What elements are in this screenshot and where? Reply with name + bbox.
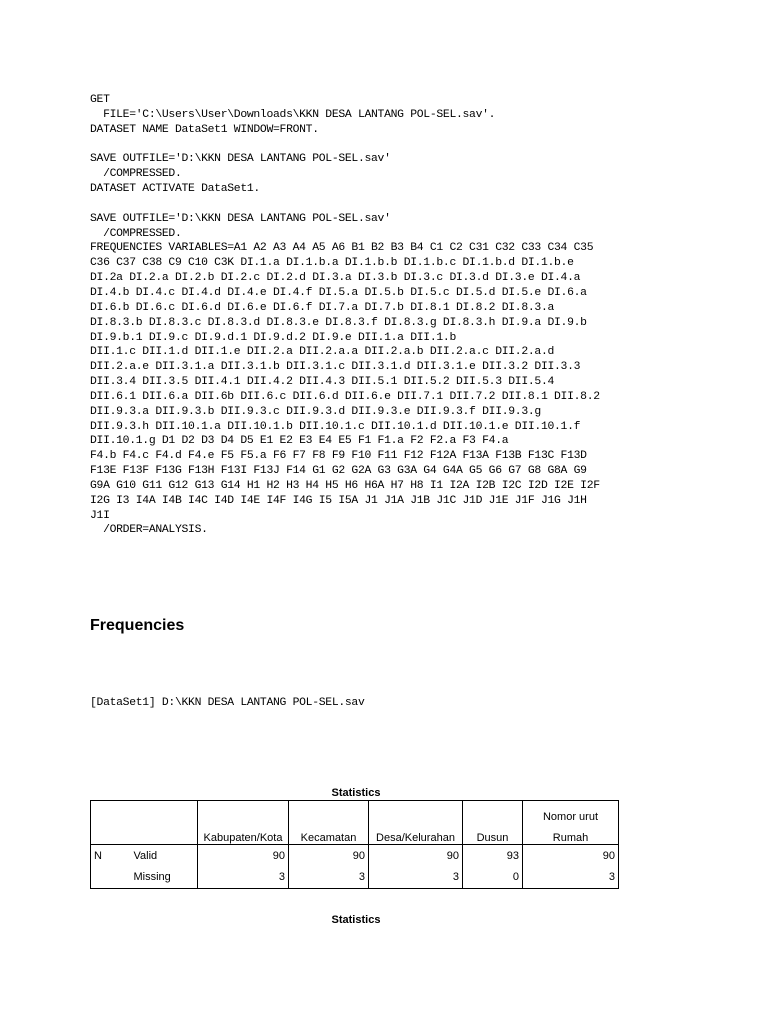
syntax-line: /COMPRESSED.	[90, 168, 182, 181]
syntax-block	[90, 93, 760, 138]
syntax-line: DII.2.a.e DII.3.1.a DII.3.1.b DII.3.1.c DII.3.1.d DII.3.1.e DII.3.2 DII.3.3	[90, 361, 581, 374]
table-cell: 93	[463, 845, 523, 867]
table-cell: 3	[289, 867, 369, 889]
syntax-line: DATASET ACTIVATE DataSet1.	[90, 183, 260, 196]
syntax-line: DII.9.3.a DII.9.3.b DII.9.3.c DII.9.3.d DII.9.3.e DII.9.3.f DII.9.3.g	[90, 405, 541, 418]
table-cell: 3	[369, 867, 463, 889]
col-header-nomor-urut: Nomor urut	[523, 801, 619, 823]
dataset-line: [DataSet1] D:\KKN DESA LANTANG POL-SEL.sav	[90, 697, 365, 709]
syntax-line: DATASET NAME DataSet1 WINDOW=FRONT.	[90, 123, 319, 136]
syntax-line: F13E F13F F13G F13H F13I F13J F14 G1 G2 G2A G3 G3A G4 G4A G5 G6 G7 G8 G8A G9	[90, 465, 587, 478]
syntax-line: /ORDER=ANALYSIS.	[90, 524, 208, 537]
frequencies-heading: Frequencies	[90, 617, 185, 634]
table-row	[91, 867, 619, 889]
syntax-line: DI.8.3.b DI.8.3.c DI.8.3.d DI.8.3.e DI.8.3.f DI.8.3.g DI.8.3.h DI.9.a DI.9.b	[90, 316, 587, 329]
syntax-line: FILE='C:\Users\User\Downloads\KKN DESA LANTANG POL-SEL.sav'.	[90, 108, 496, 121]
row-label: Valid	[133, 849, 158, 862]
table-cell: 3	[198, 867, 289, 889]
syntax-line: SAVE OUTFILE='D:\KKN DESA LANTANG POL-SEL.sav'	[90, 212, 391, 225]
syntax-line: DII.10.1.g D1 D2 D3 D4 D5 E1 E2 E3 E4 E5 F1 F1.a F2 F2.a F3 F4.a	[90, 435, 509, 448]
table-cell: 90	[523, 845, 619, 867]
syntax-line: SAVE OUTFILE='D:\KKN DESA LANTANG POL-SEL.sav'	[90, 153, 391, 166]
syntax-line: DI.4.b DI.4.c DI.4.d DI.4.e DI.4.f DI.5.a DI.5.b DI.5.c DI.5.d DI.5.e DI.6.a	[90, 286, 587, 299]
syntax-line: C36 C37 C38 C9 C10 C3K DI.1.a DI.1.b.a DI.1.b.b DI.1.b.c DI.1.b.d DI.1.b.e	[90, 257, 574, 270]
syntax-line: FREQUENCIES VARIABLES=A1 A2 A3 A4 A5 A6 B1 B2 B3 B4 C1 C2 C31 C32 C33 C34 C35	[90, 242, 594, 255]
syntax-line: G9A G10 G11 G12 G13 G14 H1 H2 H3 H4 H5 H6 H6A H7 H8 I1 I2A I2B I2C I2D I2E I2F	[90, 479, 600, 492]
col-header-rumah: Rumah	[523, 823, 619, 845]
col-header-kecamatan: Kecamatan	[289, 823, 369, 845]
syntax-block	[90, 152, 760, 197]
row-group-label: N	[91, 845, 131, 867]
syntax-line: DI.9.b.1 DI.9.c DI.9.d.1 DI.9.d.2 DI.9.e DII.1.a DII.1.b	[90, 331, 456, 344]
syntax-line: F4.b F4.c F4.d F4.e F5 F5.a F6 F7 F8 F9 F10 F11 F12 F12A F13A F13B F13C F13D	[90, 450, 587, 463]
syntax-line: I2G I3 I4A I4B I4C I4D I4E I4F I4G I5 I5A J1 J1A J1B J1C J1D J1E J1F J1G J1H	[90, 494, 587, 507]
second-statistics-title: Statistics	[331, 914, 381, 926]
syntax-line: DI.2a DI.2.a DI.2.b DI.2.c DI.2.d DI.3.a DI.3.b DI.3.c DI.3.d DI.3.e DI.4.a	[90, 272, 581, 285]
syntax-line: DII.6.1 DII.6.a DII.6b DII.6.c DII.6.d DII.6.e DII.7.1 DII.7.2 DII.8.1 DII.8.2	[90, 390, 600, 403]
syntax-line: J1I	[90, 509, 110, 522]
table-cell: 90	[289, 845, 369, 867]
table-cell: 3	[523, 867, 619, 889]
syntax-log	[90, 93, 760, 553]
row-label: Missing	[131, 867, 198, 889]
col-header-desa: Desa/Kelurahan	[369, 823, 463, 845]
table-cell: 90	[369, 845, 463, 867]
statistics-table-title: Statistics	[331, 787, 381, 799]
syntax-block	[90, 212, 760, 539]
syntax-line: /COMPRESSED.	[90, 227, 182, 240]
syntax-line: GET	[90, 94, 110, 106]
syntax-line: DII.1.c DII.1.d DII.1.e DII.2.a DII.2.a.a DII.2.a.b DII.2.a.c DII.2.a.d	[90, 346, 555, 359]
col-header-kabupaten: Kabupaten/Kota	[198, 823, 289, 845]
table-row	[91, 845, 619, 867]
statistics-table	[90, 800, 619, 889]
syntax-line: DII.3.4 DII.3.5 DII.4.1 DII.4.2 DII.4.3 DII.5.1 DII.5.2 DII.5.3 DII.5.4	[90, 376, 555, 389]
syntax-line: DII.9.3.h DII.10.1.a DII.10.1.b DII.10.1.c DII.10.1.d DII.10.1.e DII.10.1.f	[90, 420, 581, 433]
table-cell: 0	[463, 867, 523, 889]
syntax-line: DI.6.b DI.6.c DI.6.d DI.6.e DI.6.f DI.7.a DI.7.b DI.8.1 DI.8.2 DI.8.3.a	[90, 301, 555, 314]
col-header-dusun: Dusun	[463, 823, 523, 845]
table-cell: 90	[198, 845, 289, 867]
